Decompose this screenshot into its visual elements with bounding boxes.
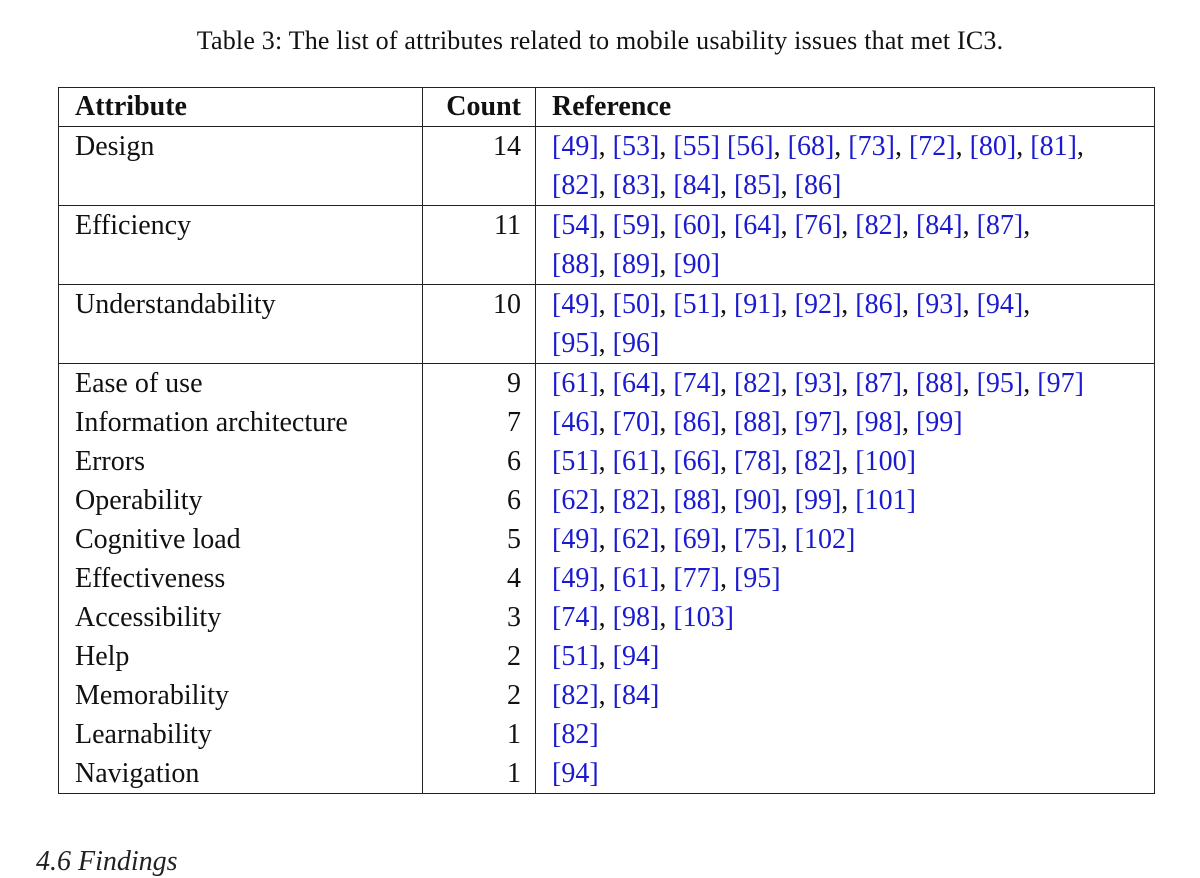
table-row — [59, 206, 1155, 285]
cell-reference — [536, 364, 1155, 404]
cell-reference — [536, 442, 1155, 481]
citation-separator: , — [598, 368, 613, 399]
cell-count: 11 — [423, 206, 536, 285]
citation-link[interactable]: [99] — [794, 485, 842, 516]
reference-line — [552, 245, 1122, 284]
citation-link[interactable]: [69] — [673, 524, 720, 555]
table-row — [59, 364, 1155, 404]
citation-link[interactable]: [88] — [733, 407, 781, 438]
header-count: Count — [423, 88, 536, 127]
citation-separator: , — [962, 210, 977, 241]
table-row — [59, 285, 1155, 364]
citation-link[interactable]: [80] — [969, 131, 1017, 162]
table-row — [59, 598, 1155, 637]
table-row — [59, 481, 1155, 520]
reference-line — [552, 442, 1122, 481]
citation-link[interactable]: [73] — [848, 131, 895, 162]
reference-line — [552, 754, 1122, 793]
citation-separator: , — [780, 170, 795, 201]
reference-line — [552, 206, 1122, 245]
cell-attribute: Cognitive load — [59, 520, 423, 559]
citation-separator: , — [598, 210, 613, 241]
reference-text[interactable] — [552, 170, 841, 201]
citation-link[interactable]: [59] — [612, 210, 660, 241]
table-row — [59, 520, 1155, 559]
reference-line — [552, 285, 1122, 324]
cell-count: 2 — [423, 637, 536, 676]
citation-separator: , — [598, 289, 613, 320]
cell-reference — [536, 637, 1155, 676]
cell-reference — [536, 598, 1155, 637]
cell-reference — [536, 206, 1155, 285]
citation-separator: , — [780, 524, 795, 555]
citation-link[interactable]: [82] — [552, 719, 599, 750]
citation-separator: , — [841, 407, 856, 438]
citation-separator: , — [901, 368, 916, 399]
citation-separator: , — [598, 249, 613, 280]
citation-separator: , — [659, 563, 674, 594]
citation-link[interactable]: [101] — [855, 485, 916, 516]
citation-separator: , — [1076, 131, 1084, 162]
cell-reference — [536, 559, 1155, 598]
citation-separator: , — [894, 131, 909, 162]
citation-link[interactable]: [54] — [552, 210, 599, 241]
citation-link[interactable]: [60] — [673, 210, 720, 241]
cell-count: 4 — [423, 559, 536, 598]
citation-link[interactable]: [102] — [794, 524, 856, 555]
citation-link[interactable]: [49] — [552, 524, 599, 555]
citation-separator: , — [659, 524, 674, 555]
citation-separator: , — [901, 210, 916, 241]
cell-attribute: Accessibility — [59, 598, 423, 637]
citation-link[interactable]: [87] — [855, 368, 902, 399]
citation-link[interactable]: [82] — [733, 368, 781, 399]
citation-link[interactable]: [98] — [612, 602, 660, 633]
citation-link[interactable]: [51] — [552, 446, 599, 477]
cell-reference — [536, 520, 1155, 559]
citation-link[interactable]: [76] — [794, 210, 842, 241]
table-row — [59, 754, 1155, 794]
citation-separator: , — [780, 210, 795, 241]
citation-link[interactable]: [94] — [612, 641, 660, 672]
cell-reference — [536, 127, 1155, 206]
cell-attribute: Efficiency — [59, 206, 423, 285]
table-caption: Table 3: The list of attributes related to mobile usability issues that met IC3. — [196, 26, 1004, 55]
citation-link[interactable]: [81] — [1030, 131, 1077, 162]
citation-link[interactable]: [97] — [794, 407, 842, 438]
cell-count: 3 — [423, 598, 536, 637]
citation-link[interactable]: [96] — [612, 328, 660, 359]
citation-link[interactable]: [86] — [794, 170, 842, 201]
citation-link[interactable]: [86] — [855, 289, 902, 320]
citation-link[interactable]: [78] — [733, 446, 781, 477]
citation-link[interactable]: [85] — [733, 170, 781, 201]
cell-count: 5 — [423, 520, 536, 559]
citation-link[interactable]: [103] — [673, 602, 734, 633]
citation-link[interactable]: [82] — [612, 485, 660, 516]
cell-count: 9 — [423, 364, 536, 404]
citation-link[interactable]: [89] — [612, 249, 660, 280]
table-row — [59, 403, 1155, 442]
citation-separator: , — [659, 210, 674, 241]
citation-separator: , — [780, 485, 795, 516]
cell-attribute: Information architecture — [59, 403, 423, 442]
cell-count: 14 — [423, 127, 536, 206]
citation-link[interactable]: [98] — [855, 407, 902, 438]
citation-link[interactable]: [88] — [915, 368, 963, 399]
citation-separator: , — [659, 368, 674, 399]
citation-link[interactable]: [77] — [673, 563, 720, 594]
reference-text[interactable] — [552, 719, 599, 750]
citation-link[interactable]: [84] — [915, 210, 963, 241]
citation-separator — [720, 131, 727, 162]
citation-separator: , — [598, 170, 613, 201]
citation-link[interactable]: [84] — [612, 680, 660, 711]
cell-attribute: Learnability — [59, 715, 423, 754]
cell-attribute: Errors — [59, 442, 423, 481]
cell-attribute: Understandability — [59, 285, 423, 364]
citation-link[interactable]: [51] — [552, 641, 599, 672]
citation-separator: , — [1023, 210, 1031, 241]
next-section-heading: 4.6 Findings — [36, 846, 178, 877]
citation-separator: , — [841, 289, 856, 320]
citation-separator: , — [719, 289, 734, 320]
citation-separator: , — [719, 170, 734, 201]
cell-attribute: Navigation — [59, 754, 423, 794]
citation-link[interactable]: [86] — [673, 407, 720, 438]
reference-line — [552, 364, 1122, 403]
citation-separator: , — [780, 368, 795, 399]
citation-separator: , — [598, 407, 613, 438]
citation-separator: , — [598, 328, 613, 359]
citation-link[interactable]: [75] — [733, 524, 781, 555]
citation-link[interactable]: [49] — [552, 131, 599, 162]
citation-link[interactable]: [74] — [552, 602, 599, 633]
header-reference: Reference — [552, 91, 672, 122]
reference-text[interactable] — [552, 680, 659, 711]
table-body — [59, 127, 1155, 794]
cell-count: 2 — [423, 676, 536, 715]
citation-separator: , — [901, 289, 916, 320]
reference-text[interactable] — [552, 641, 659, 672]
citation-separator: , — [659, 446, 674, 477]
citation-link[interactable]: [72] — [908, 131, 956, 162]
reference-line — [552, 166, 1122, 205]
header-attribute: Attribute — [59, 88, 423, 127]
table-row — [59, 559, 1155, 598]
reference-text[interactable] — [552, 524, 855, 555]
cell-attribute: Effectiveness — [59, 559, 423, 598]
citation-link[interactable]: [95] — [733, 563, 781, 594]
cell-reference — [536, 676, 1155, 715]
cell-count: 6 — [423, 442, 536, 481]
reference-line — [552, 481, 1122, 520]
reference-text[interactable] — [552, 249, 720, 280]
reference-line — [552, 403, 1122, 442]
reference-line — [552, 676, 1122, 715]
citation-link[interactable]: [92] — [794, 289, 842, 320]
cell-reference — [536, 754, 1155, 794]
reference-text[interactable] — [552, 368, 1084, 399]
citation-separator: , — [719, 563, 734, 594]
reference-line — [552, 637, 1122, 676]
reference-text[interactable] — [552, 289, 1030, 320]
table-row — [59, 442, 1155, 481]
table-row — [59, 637, 1155, 676]
citation-separator: , — [962, 289, 977, 320]
citation-separator: , — [659, 249, 674, 280]
reference-line — [552, 559, 1122, 598]
citation-link[interactable]: [90] — [733, 485, 781, 516]
citation-link[interactable]: [87] — [976, 210, 1024, 241]
citation-link[interactable]: [56] — [726, 131, 774, 162]
citation-separator: , — [659, 131, 674, 162]
citation-link[interactable]: [82] — [855, 210, 902, 241]
cell-reference — [536, 403, 1155, 442]
citation-separator: , — [719, 210, 734, 241]
citation-link[interactable]: [84] — [673, 170, 720, 201]
table-header-row — [59, 88, 1155, 127]
citation-separator: , — [780, 289, 795, 320]
citation-link[interactable]: [88] — [552, 249, 599, 280]
citation-link[interactable]: [99] — [915, 407, 963, 438]
cell-count: 10 — [423, 285, 536, 364]
reference-text[interactable] — [552, 131, 1084, 162]
citation-link[interactable]: [50] — [612, 289, 660, 320]
citation-separator: , — [598, 680, 613, 711]
citation-separator: , — [598, 131, 613, 162]
citation-separator: , — [841, 446, 856, 477]
citation-link[interactable]: [94] — [552, 758, 599, 789]
citation-link[interactable]: [55] — [673, 131, 720, 162]
citation-link[interactable]: [64] — [733, 210, 781, 241]
cell-attribute: Memorability — [59, 676, 423, 715]
citation-link[interactable]: [66] — [673, 446, 720, 477]
citation-link[interactable]: [70] — [612, 407, 660, 438]
cell-reference — [536, 481, 1155, 520]
citation-separator: , — [598, 602, 613, 633]
citation-separator: , — [719, 407, 734, 438]
citation-link[interactable]: [91] — [733, 289, 781, 320]
cell-attribute: Ease of use — [59, 364, 423, 404]
citation-link[interactable]: [68] — [787, 131, 835, 162]
citation-separator: , — [780, 407, 795, 438]
reference-line — [552, 324, 1122, 363]
citation-separator: , — [780, 446, 795, 477]
citation-link[interactable]: [61] — [612, 563, 660, 594]
citation-separator: , — [659, 170, 674, 201]
citation-separator: , — [598, 446, 613, 477]
cell-count: 6 — [423, 481, 536, 520]
citation-separator: , — [841, 485, 856, 516]
cell-reference — [536, 715, 1155, 754]
reference-line — [552, 598, 1122, 637]
citation-separator: , — [773, 131, 788, 162]
citation-separator: , — [598, 524, 613, 555]
cell-attribute: Help — [59, 637, 423, 676]
citation-separator: , — [1016, 131, 1031, 162]
citation-link[interactable]: [90] — [673, 249, 720, 280]
reference-text[interactable] — [552, 563, 781, 594]
citation-link[interactable]: [82] — [794, 446, 842, 477]
cell-count: 7 — [423, 403, 536, 442]
citation-link[interactable]: [82] — [552, 680, 599, 711]
citation-separator: , — [955, 131, 970, 162]
citation-separator: , — [598, 641, 613, 672]
citation-link[interactable]: [100] — [855, 446, 916, 477]
citation-separator: , — [659, 289, 674, 320]
citation-link[interactable]: [49] — [552, 289, 599, 320]
citation-separator: , — [719, 524, 734, 555]
reference-text[interactable] — [552, 758, 599, 789]
table-row — [59, 127, 1155, 206]
attributes-table — [58, 87, 1155, 794]
cell-reference — [536, 285, 1155, 364]
table-row — [59, 676, 1155, 715]
citation-separator: , — [834, 131, 849, 162]
citation-link[interactable]: [93] — [915, 289, 963, 320]
citation-link[interactable]: [51] — [673, 289, 720, 320]
cell-count: 1 — [423, 754, 536, 794]
citation-separator: , — [719, 446, 734, 477]
citation-separator: , — [659, 407, 674, 438]
citation-separator: , — [962, 368, 977, 399]
citation-link[interactable]: [62] — [552, 485, 599, 516]
cell-attribute: Design — [59, 127, 423, 206]
reference-line — [552, 127, 1122, 166]
citation-separator: , — [719, 485, 734, 516]
citation-separator: , — [659, 485, 674, 516]
citation-link[interactable]: [49] — [552, 563, 599, 594]
citation-link[interactable]: [97] — [1037, 368, 1084, 399]
citation-link[interactable]: [94] — [976, 289, 1024, 320]
cell-count: 1 — [423, 715, 536, 754]
citation-link[interactable]: [95] — [976, 368, 1024, 399]
citation-separator: , — [1023, 289, 1031, 320]
citation-separator: , — [901, 407, 916, 438]
cell-attribute: Operability — [59, 481, 423, 520]
citation-separator: , — [841, 368, 856, 399]
reference-text[interactable] — [552, 485, 916, 516]
citation-link[interactable]: [88] — [673, 485, 720, 516]
citation-link[interactable]: [46] — [552, 407, 599, 438]
citation-separator: , — [1023, 368, 1038, 399]
citation-link[interactable]: [61] — [552, 368, 599, 399]
citation-link[interactable]: [95] — [552, 328, 599, 359]
reference-text[interactable] — [552, 210, 1030, 241]
reference-line — [552, 715, 1122, 754]
reference-text[interactable] — [552, 446, 916, 477]
citation-link[interactable]: [61] — [612, 446, 660, 477]
reference-line — [552, 520, 1122, 559]
citation-separator: , — [659, 602, 674, 633]
citation-link[interactable]: [62] — [612, 524, 660, 555]
citation-link[interactable]: [93] — [794, 368, 842, 399]
citation-separator: , — [719, 368, 734, 399]
citation-separator: , — [841, 210, 856, 241]
citation-link[interactable]: [64] — [612, 368, 660, 399]
table-row — [59, 715, 1155, 754]
reference-text[interactable] — [552, 407, 963, 438]
citation-link[interactable]: [83] — [612, 170, 660, 201]
citation-link[interactable]: [53] — [612, 131, 660, 162]
reference-text[interactable] — [552, 602, 734, 633]
citation-link[interactable]: [74] — [673, 368, 720, 399]
citation-separator: , — [598, 563, 613, 594]
citation-link[interactable]: [82] — [552, 170, 599, 201]
citation-separator: , — [598, 485, 613, 516]
reference-text[interactable] — [552, 328, 659, 359]
